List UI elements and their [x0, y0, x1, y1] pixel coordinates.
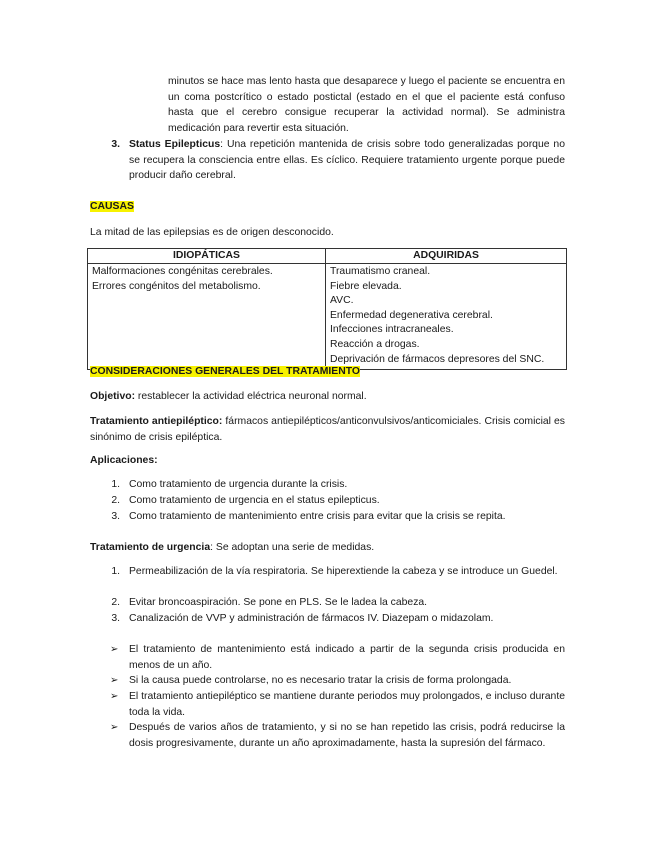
arrow-bullet-icon: ➢	[110, 644, 119, 655]
tratamiento-heading: CONSIDERACIONES GENERALES DEL TRATAMIENTO	[90, 366, 360, 377]
list-item: Enfermedad degenerativa cerebral.	[330, 309, 493, 321]
status-continuation: minutos se hace mas lento hasta que desaparece y luego el paciente se encuentra en un coma postcrítico o estado postictal (estado en el que el paciente está confuso hasta que el cerebro consigue recuperar la actividad normal). Se administra medicación para revertir esta situación.	[168, 76, 565, 134]
list-number: 2.	[111, 495, 120, 506]
status-epilepticus-item	[129, 137, 565, 184]
antiepileptico-paragraph: Tratamiento antiepiléptico: fármacos antiepilépticos/anticonvulsivos/anticomiciales. Crisis comicial es sinónimo de crisis epiléptica.	[90, 416, 565, 443]
objetivo-paragraph: Objetivo: restablecer la actividad eléctrica neuronal normal.	[90, 391, 367, 402]
list-number: 1.	[111, 479, 120, 490]
bullet-item: Si la causa puede controlarse, no es necesario tratar la crisis de forma prolongada.	[129, 675, 512, 686]
list-item: AVC.	[330, 295, 354, 307]
arrow-bullet-icon: ➢	[110, 675, 119, 686]
list-item: Traumatismo craneal.	[330, 266, 431, 277]
term: Status Epilepticus	[129, 139, 221, 150]
urgencia-item: Evitar broncoaspiración. Se pone en PLS. Se le ladea la cabeza.	[129, 597, 428, 608]
aplicacion-item: Como tratamiento de urgencia durante la crisis.	[129, 479, 348, 490]
list-number: 2.	[111, 597, 120, 608]
header-idiopaticas: IDIOPÁTICAS	[88, 249, 326, 264]
list-number: 3.	[111, 511, 120, 522]
cell-idiopaticas	[88, 264, 326, 370]
aplicacion-item: Como tratamiento de urgencia en el status epilepticus.	[129, 495, 380, 506]
aplicaciones-heading: Aplicaciones:	[90, 455, 158, 466]
list-number: 3.	[111, 613, 120, 624]
list-item: Fiebre elevada.	[330, 280, 402, 292]
arrow-bullet-icon: ➢	[110, 722, 119, 733]
urgencia-paragraph: Tratamiento de urgencia: Se adoptan una serie de medidas.	[90, 542, 375, 553]
list-number: 1.	[111, 566, 120, 577]
bullet-item: Después de varios años de tratamiento, y si no se han repetido las crisis, podrá reducirse la dosis progresivamente, durante un año aproximadamente, hasta la supresión del fármaco.	[129, 722, 565, 749]
cell-adquiridas	[326, 264, 567, 370]
causas-heading: CAUSAS	[90, 201, 134, 212]
list-item: Reacción a drogas.	[330, 338, 420, 350]
header-adquiridas: ADQUIRIDAS	[326, 249, 567, 264]
definition: : Una repetición mantenida de crisis sobre todo generalizadas porque no se recupera la consciencia entre ellas. Es cíclico. Requiere tratamiento urgente porque puede producir daño cerebral.	[129, 139, 565, 181]
bullet-item: El tratamiento antiepiléptico se mantiene durante periodos muy prolongados, e incluso durante toda la vida.	[129, 691, 565, 718]
list-number: 3.	[111, 139, 120, 150]
causas-intro: La mitad de las epilepsias es de origen desconocido.	[90, 227, 334, 238]
list-item: Malformaciones congénitas cerebrales.	[92, 266, 273, 277]
aplicacion-item: Como tratamiento de mantenimiento entre crisis para evitar que la crisis se repita.	[129, 511, 506, 522]
list-item: Infecciones intracraneales.	[330, 324, 454, 336]
list-item: Deprivación de fármacos depresores del SNC.	[330, 353, 545, 365]
urgencia-item: Permeabilización de la vía respiratoria. Se hiperextiende la cabeza y se introduce un Guedel.	[129, 566, 558, 577]
arrow-bullet-icon: ➢	[110, 691, 119, 702]
bullet-item: El tratamiento de mantenimiento está indicado a partir de la segunda crisis producida en menos de un año.	[129, 644, 565, 671]
list-item: Errores congénitos del metabolismo.	[92, 280, 261, 292]
urgencia-item: Canalización de VVP y administración de fármacos IV. Diazepam o midazolam.	[129, 613, 494, 624]
causas-table	[87, 248, 567, 370]
